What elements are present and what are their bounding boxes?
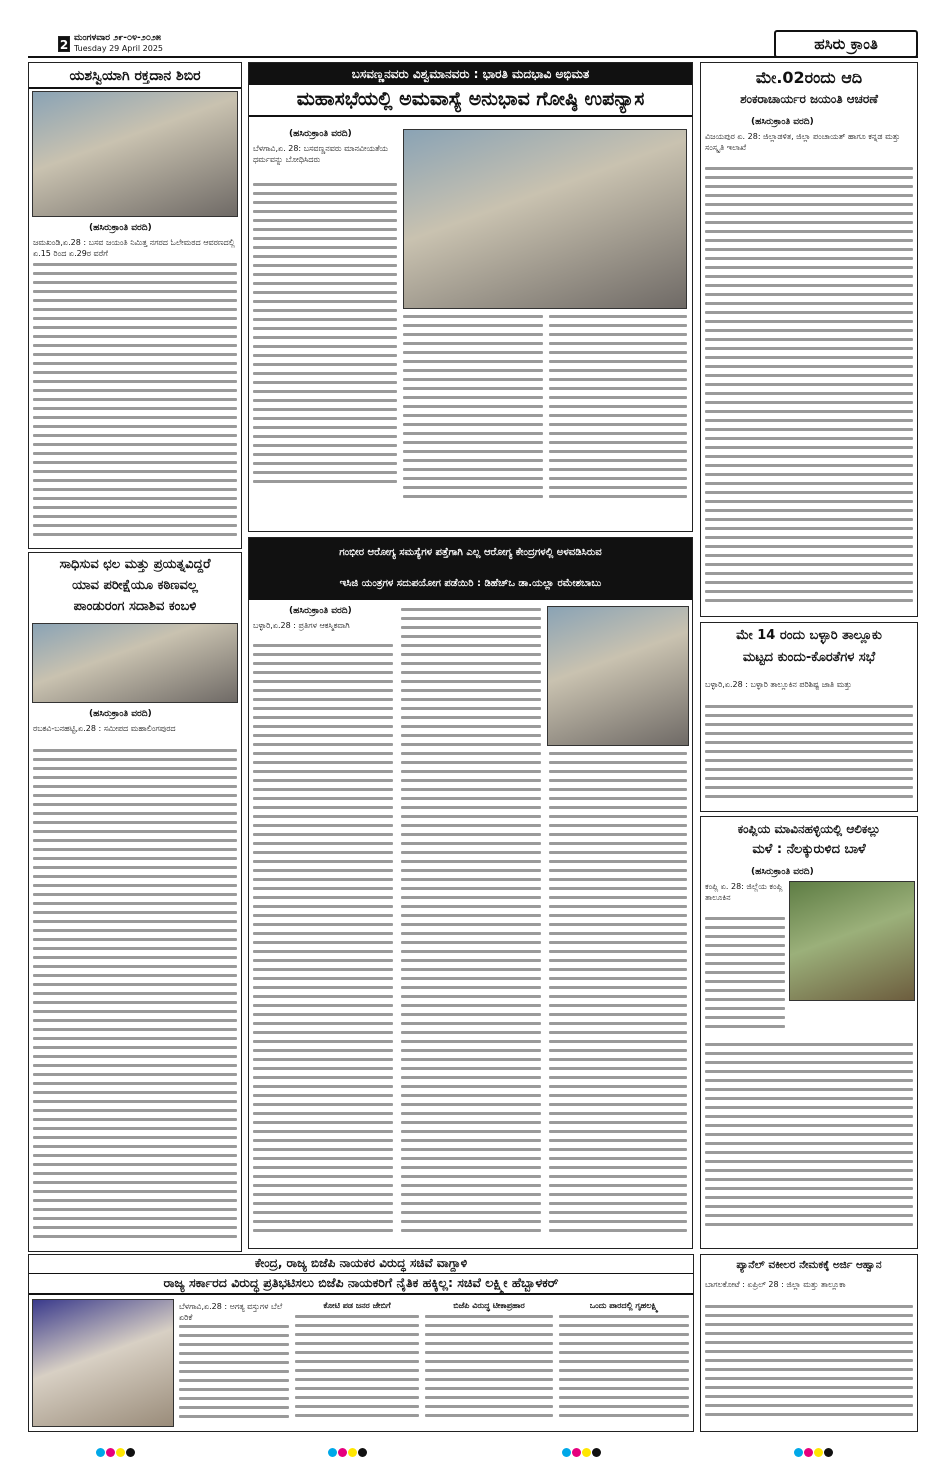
body-text-col4 bbox=[559, 1315, 689, 1427]
color-dot bbox=[572, 1448, 581, 1457]
color-dots-2 bbox=[328, 1442, 368, 1461]
subhead-3: ಒಂದು ಪಾರದಲ್ಲಿ ಗೃಹಲಕ್ಷ್ಮಿ bbox=[589, 1301, 659, 1310]
headline: ಪ್ಯಾನೆಲ್ ವಕೀಲರ ನೇಮಕಕ್ಕೆ ಅರ್ಜಿ ಆಹ್ವಾನ bbox=[736, 1259, 882, 1271]
headline-line-2: ಶಂಕರಾಚಾರ್ಯರ ಜಯಂತಿ ಆಚರಣೆ bbox=[740, 92, 878, 106]
headline-line-1: ಕಂಪ್ಲಿಯ ಮಾವಿನಹಳ್ಳಿಯಲ್ಲಿ ಆಲಿಕಲ್ಲು bbox=[737, 822, 881, 836]
body-text-left bbox=[705, 917, 785, 1037]
article-lead-text: ಬಾಗಲಕೋಟೆ : ಏಪ್ರಿಲ್ 28 : ಜಿಲ್ಲಾ ಮತ್ತು ತಾಲ್ಲೂಕಾ bbox=[705, 1280, 846, 1289]
color-dot bbox=[824, 1448, 833, 1457]
body-text bbox=[705, 705, 913, 805]
article-blood-camp bbox=[28, 62, 242, 549]
body-text-col1 bbox=[179, 1325, 289, 1427]
article-lead-text: ಜಮಖಂಡಿ,ಏ.28 : ಬಸವ ಜಯಂತಿ ನಿಮಿತ್ತ ನಗರದ ಓಲೇಮಠದ ಆವರಣದಲ್ಲಿ ಏ.15 ರಿಂದ ಏ.29ರ ವರೆಗೆ bbox=[33, 238, 235, 258]
color-dot bbox=[804, 1448, 813, 1457]
headline-line-2: ಮಳೆ : ನೆಲಕ್ಕುರುಳಿದ ಬಾಳೆ bbox=[752, 842, 866, 857]
headline: ರಾಜ್ಯ ಸರ್ಕಾರದ ವಿರುದ್ಧ ಪ್ರತಿಭಟಿಸಲು ಬಿಜೆಪಿ ನಾಯಕರಿಗೆ ನೈತಿಕ ಹಕ್ಕಿಲ್ಲ: ಸಚಿವೆ ಲಕ್ಷ್ಮೀ ಹೆಬ್ಬಾಳಕರ್ bbox=[29, 1276, 693, 1295]
color-dot bbox=[328, 1448, 337, 1457]
byline: (ಹಸಿರುಕ್ರಾಂತಿ ವರದಿ) bbox=[289, 606, 352, 616]
body-text bbox=[705, 1043, 913, 1243]
color-dot bbox=[814, 1448, 823, 1457]
article-lead-text: ವಿಜಯಪುರ ಏ. 28: ಜಿಲ್ಲಾಡಳಿತ, ಜಿಲ್ಲಾ ಪಂಚಾಯತ್ ಹಾಗೂ ಕನ್ನಡ ಮತ್ತು ಸಂಸ್ಕೃತಿ ಇಲಾಖೆ bbox=[705, 132, 901, 152]
color-dot bbox=[116, 1448, 125, 1457]
article-lead-text: ರಬಕವಿ-ಬನಹಟ್ಟಿ,ಏ.28 : ಸಮೀಪದ ಮಹಾಲಿಂಗಪುರದ bbox=[33, 724, 176, 733]
photo-sadasiva-event bbox=[32, 623, 238, 703]
article-lead-text: ಬಳ್ಳಾರಿ,ಏ.28 : ಬಳ್ಳಾರಿ ತಾಲ್ಲೂಕಿನ ಪರಿಶಿಷ್ಟ ಜಾತಿ ಮತ್ತು bbox=[705, 680, 852, 689]
article-ballari-meeting bbox=[700, 622, 918, 812]
article-shankaracharya bbox=[700, 62, 918, 617]
color-dot bbox=[106, 1448, 115, 1457]
page-number: 2 bbox=[59, 38, 69, 52]
color-dot bbox=[348, 1448, 357, 1457]
date-line-kannada: ಮಂಗಳವಾರ ೨೯-೦೪-೨೦೨೫ bbox=[74, 33, 161, 43]
headline-line-1: ಸಾಧಿಸುವ ಛಲ ಮತ್ತು ಪ್ರಯತ್ನವಿದ್ದರೆ bbox=[59, 557, 211, 572]
byline: (ಹಸಿರುಕ್ರಾಂತಿ ವರದಿ) bbox=[751, 867, 814, 877]
headline-line-2: ಯಾವ ಪರೀಕ್ಷೆಯೂ ಕಠಿಣವಲ್ಲ bbox=[72, 578, 198, 593]
date-line-english: Tuesday 29 April 2025 bbox=[74, 44, 163, 53]
photo-blood-donation bbox=[32, 91, 238, 217]
headline-line-2: ಇಸಿಜಿ ಯಂತ್ರಗಳ ಸದುಪಯೋಗ ಪಡೆಯಿರಿ : ಡಿಹೆಚ್ಒ ಡಾ.ಯಲ್ಲಾ ರಮೇಶಬಾಬು bbox=[249, 568, 692, 600]
byline: (ಹಸಿರುಕ್ರಾಂತಿ ವರದಿ) bbox=[289, 129, 352, 139]
color-dot bbox=[592, 1448, 601, 1457]
color-dots-1 bbox=[96, 1442, 136, 1461]
subhead-1: ಕೋಟಿ ಪಡ ಜನರ ಜೇಬಿಗೆ bbox=[323, 1301, 391, 1310]
byline: (ಹಸಿರುಕ್ರಾಂತಿ ವರದಿ) bbox=[89, 709, 152, 719]
kicker: ಕೇಂದ್ರ, ರಾಜ್ಯ ಬಿಜೆಪಿ ನಾಯಕರ ವಿರುದ್ಧ ಸಚಿವೆ ವಾಗ್ದಾಳಿ bbox=[29, 1257, 693, 1274]
article-lead-text: ಕಂಪ್ಲಿ ಏ. 28: ಜಿಲ್ಲೆಯ ಕಂಪ್ಲಿ ತಾಲೂಕಿನ bbox=[705, 882, 783, 902]
color-dot bbox=[582, 1448, 591, 1457]
body-text-col2 bbox=[403, 315, 543, 525]
color-dot bbox=[126, 1448, 135, 1457]
article-basavanna bbox=[248, 62, 693, 532]
body-text bbox=[705, 167, 913, 611]
headline-line-1: ಮೇ.02ರಂದು ಆದಿ bbox=[755, 68, 863, 87]
color-dot bbox=[358, 1448, 367, 1457]
masthead bbox=[28, 28, 918, 58]
body-text bbox=[33, 263, 237, 545]
photo-minister-event bbox=[32, 1299, 174, 1427]
body-text bbox=[705, 1305, 913, 1427]
color-dots-4 bbox=[794, 1442, 834, 1461]
body-text-col1 bbox=[253, 183, 397, 523]
body-text-col2 bbox=[295, 1315, 419, 1427]
photo-fallen-banana bbox=[789, 881, 915, 1001]
color-dot bbox=[338, 1448, 347, 1457]
color-dot bbox=[96, 1448, 105, 1457]
headline-line-3: ಪಾಂಡುರಂಗ ಸದಾಶಿವ ಕಂಬಳಿ bbox=[73, 599, 197, 614]
subhead-2: ಬಿಜೆಪಿ ವಿರುದ್ಧ ಟೀಕಾಪ್ರಹಾರ bbox=[453, 1301, 525, 1310]
body-text-col1 bbox=[253, 644, 393, 1242]
color-dot bbox=[562, 1448, 571, 1457]
headline-line-2: ಮಟ್ಟದ ಕುಂದು-ಕೊರತೆಗಳ ಸಭೆ bbox=[742, 650, 876, 665]
body-text-col3 bbox=[425, 1315, 553, 1427]
byline: (ಹಸಿರುಕ್ರಾಂತಿ ವರದಿ) bbox=[89, 223, 152, 233]
body-text-col3 bbox=[549, 315, 687, 525]
article-sadasiva bbox=[28, 552, 242, 1252]
color-dots-3 bbox=[562, 1442, 602, 1461]
color-dot bbox=[794, 1448, 803, 1457]
article-banana-hail bbox=[700, 816, 918, 1249]
article-bjp bbox=[28, 1254, 694, 1432]
article-lead-text: ಬೆಳಗಾವಿ,ಏ.28 : ಅಗತ್ಯ ವಸ್ತುಗಳ ಬೆಲೆ ಏರಿಕೆ bbox=[179, 1302, 283, 1322]
headline-blood-camp: ಯಶಸ್ವಿಯಾಗಿ ರಕ್ತದಾನ ಶಿಬಿರ bbox=[29, 65, 241, 89]
kicker: ಬಸವಣ್ಣನವರು ವಿಶ್ವಮಾನವರು : ಭಾರತಿ ಮದಭಾವಿ ಅಭಿಮತ bbox=[249, 63, 692, 85]
body-text bbox=[33, 749, 237, 1245]
byline: (ಹಸಿರುಕ್ರಾಂತಿ ವರದಿ) bbox=[751, 117, 814, 127]
headline-line-1: ಗಂಭೀರ ಆರೋಗ್ಯ ಸಮಸ್ಯೆಗಳ ಪತ್ತೆಗಾಗಿ ಎಲ್ಲ ಆರೋಗ್ಯ ಕೇಂದ್ರಗಳಲ್ಲಿ ಅಳವಡಿಸಿರುವ bbox=[249, 538, 692, 568]
photo-anubhava-goshti bbox=[403, 129, 687, 309]
paper-name: ಹಸಿರು ಕ್ರಾಂತಿ bbox=[774, 30, 918, 58]
headline-line-1: ಮೇ 14 ರಂದು ಬಳ್ಳಾರಿ ತಾಲ್ಲೂಕು bbox=[736, 628, 882, 643]
article-lead-text: ಬೆಳಗಾವಿ,ಏ. 28: ಬಸವಣ್ಣನವರು ಮಾನವೀಯತೆಯ ಧರ್ಮವನ್ನು ಬೋಧಿಸಿದರು bbox=[253, 144, 388, 164]
body-text-col2 bbox=[401, 608, 541, 1242]
article-panel-lawyers bbox=[700, 1254, 918, 1432]
headline: ಮಹಾಸಭೆಯಲ್ಲಿ ಅಮವಾಸ್ಯೆ ಅನುಭಾವ ಗೋಷ್ಠಿ ಉಪನ್ಯಾಸ bbox=[249, 89, 692, 117]
photo-ecg-review bbox=[547, 606, 689, 746]
body-text-col3 bbox=[549, 752, 687, 1242]
article-ecg bbox=[248, 537, 693, 1249]
print-color-marks bbox=[0, 1442, 945, 1456]
article-lead-text: ಬಳ್ಳಾರಿ,ಏ.28 : ಪ್ರತಿಗಳ ಆಕಸ್ಮಿಕವಾಗಿ bbox=[253, 621, 350, 630]
